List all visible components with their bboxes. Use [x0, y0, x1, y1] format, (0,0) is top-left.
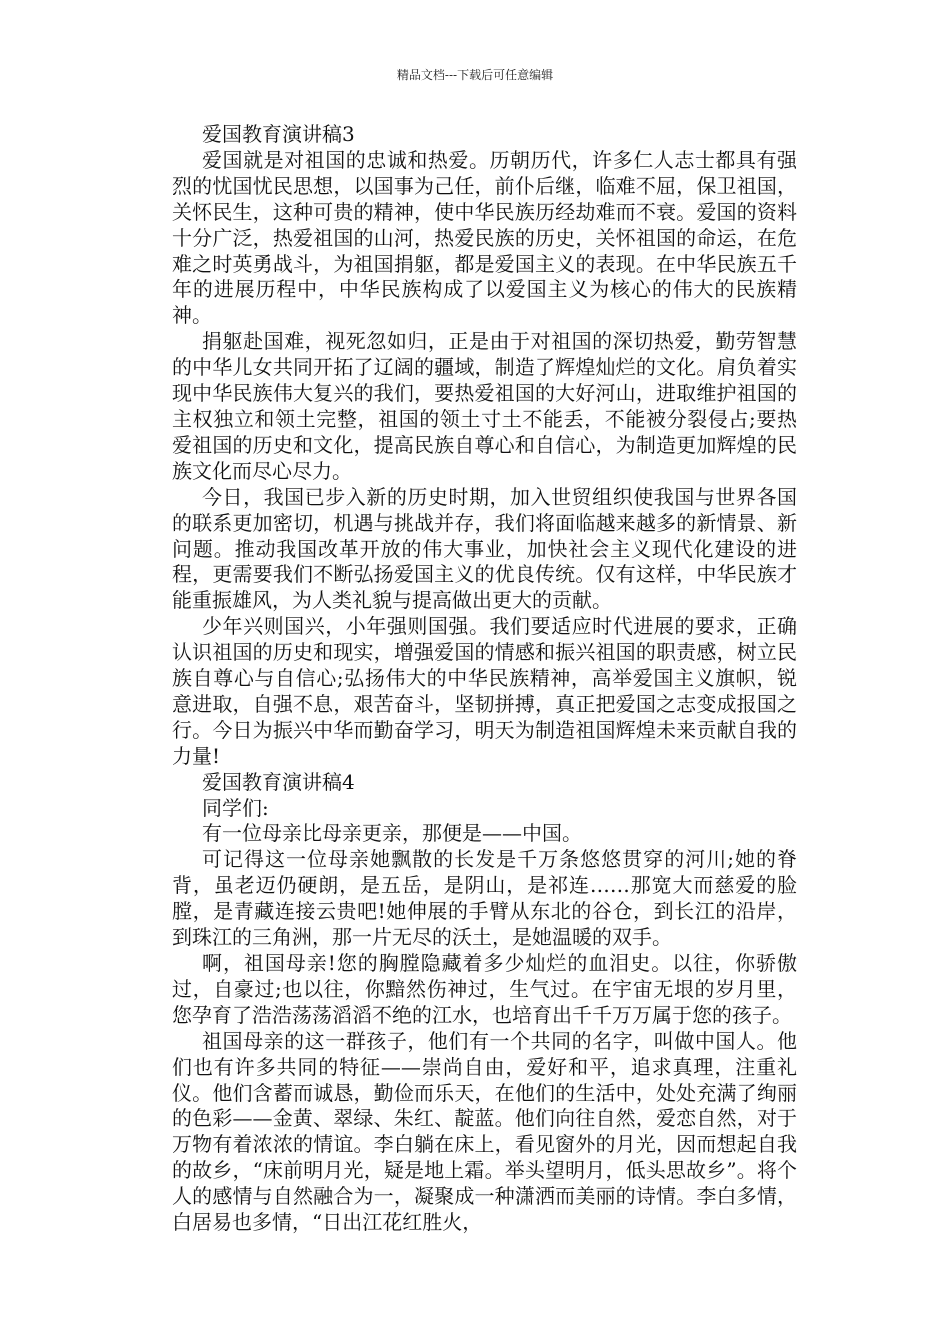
section-title: 爱国教育演讲稿3: [202, 122, 355, 146]
paragraph: 爱国就是对祖国的忠诚和热爱。历朝历代，许多仁人志士都具有强烈的忧国忧民思想，以国事为己任，前仆后继，临难不屈，保卫祖国，关怀民生，这种可贵的精神，使中华民族历经劫难而不衰。爱国的资料十分广泛，热爱祖国的山河，热爱民族的历史，关怀祖国的命运，在危难之时英勇战斗，为祖国捐躯，都是爱国主义的表现。在中华民族五千年的进展历程中，中华民族构成了以爱国主义为核心的伟大的民族精神。: [172, 147, 797, 328]
paragraph: 今日，我国已步入新的历史时期，加入世贸组织使我国与世界各国的联系更加密切，机遇与挑战并存，我们将面临越来越多的新情景、新问题。推动我国改革开放的伟大事业，加快社会主义现代化建设的进程，更需要我们不断弘扬爱国主义的优良传统。仅有这样，中华民族才能重振雄风，为人类礼貌与提高做出更大的贡献。: [172, 484, 797, 613]
paragraph: 可记得这一位母亲她飘散的长发是千万条悠悠贯穿的河川;她的脊背，虽老迈仍硬朗，是五岳，是阴山，是祁连……那宽大而慈爱的脸膛，是青藏连接云贵吧!她伸展的手臂从东北的谷仓，到长江的沿岸，到珠江的三角洲，那一片无尽的沃土，是她温暖的双手。: [172, 847, 797, 950]
paragraph: 捐躯赴国难，视死忽如归，正是由于对祖国的深切热爱，勤劳智慧的中华儿女共同开拓了辽阔的疆域，制造了辉煌灿烂的文化。肩负着实现中华民族伟大复兴的我们，要热爱祖国的大好河山，进取维护祖国的主权独立和领土完整，祖国的领土寸土不能丢，不能被分裂侵占;要热爱祖国的历史和文化，提高民族自尊心和自信心，为制造更加辉煌的民族文化而尽心尽力。: [172, 329, 797, 483]
document-body: [172, 122, 797, 1236]
paragraph: 少年兴则国兴，小年强则国强。我们要适应时代进展的要求，正确认识祖国的历史和现实，增强爱国的情感和振兴祖国的职责感，树立民族自尊心与自信心;弘扬伟大的中华民族精神，高举爱国主义旗帜，锐意进取，自强不息，艰苦奋斗，坚韧拼搏，真正把爱国之志变成报国之行。今日为振兴中华而勤奋学习，明天为制造祖国辉煌未来贡献自我的力量!: [172, 614, 797, 768]
section-title: 爱国教育演讲稿4: [202, 769, 355, 794]
salutation: 同学们:: [202, 795, 269, 820]
paragraph: 有一位母亲比母亲更亲，那便是——中国。: [202, 821, 582, 846]
paragraph: 祖国母亲的这一群孩子，他们有一个共同的名字，叫做中国人。他们也有许多共同的特征——崇尚自由，爱好和平，追求真理，注重礼仪。他们含蓄而诚恳，勤俭而乐天，在他们的生活中，处处充满了绚丽的色彩——金黄、翠绿、朱红、靛蓝。他们向往自然，爱恋自然，对于万物有着浓浓的情谊。李白躺在床上，看见窗外的月光，因而想起自我的故乡，“床前明月光，疑是地上霜。举头望明月，低头思故乡”。将个人的感情与自然融合为一，凝聚成一种潇洒而美丽的诗情。李白多情，白居易也多情，“日出江花红胜火，: [172, 1028, 797, 1235]
page-header: 精品文档---下载后可任意编辑: [396, 68, 554, 82]
paragraph: 啊，祖国母亲!您的胸膛隐藏着多少灿烂的血泪史。以往，你骄傲过，自豪过;也以往，你黯然伤神过，生气过。在宇宙无垠的岁月里，您孕育了浩浩荡荡滔滔不绝的江水，也培育出千千万万属于您的孩子。: [172, 951, 797, 1027]
